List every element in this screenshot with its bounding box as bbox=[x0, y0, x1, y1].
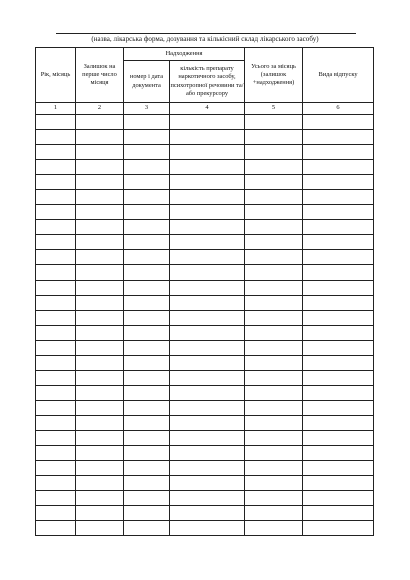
table-cell[interactable] bbox=[36, 175, 76, 190]
table-cell[interactable] bbox=[36, 250, 76, 265]
table-cell[interactable] bbox=[124, 175, 170, 190]
table-row bbox=[36, 385, 374, 400]
table-cell[interactable] bbox=[36, 521, 76, 536]
table-cell[interactable] bbox=[124, 115, 170, 130]
table-cell[interactable] bbox=[245, 461, 303, 476]
table-cell[interactable] bbox=[124, 295, 170, 310]
table-row bbox=[36, 370, 374, 385]
table-cell[interactable] bbox=[124, 160, 170, 175]
table-cell[interactable] bbox=[76, 220, 124, 235]
register-table bbox=[35, 47, 374, 536]
table-cell[interactable] bbox=[303, 220, 374, 235]
table-cell[interactable] bbox=[76, 491, 124, 506]
table-cell[interactable] bbox=[76, 370, 124, 385]
table-cell[interactable] bbox=[303, 280, 374, 295]
table-cell[interactable] bbox=[124, 461, 170, 476]
header-quantity: кількість препарату наркотичного засобу, психотропної речовини та/або прекурсору bbox=[170, 61, 245, 103]
table-cell[interactable] bbox=[124, 446, 170, 461]
table-cell[interactable] bbox=[36, 370, 76, 385]
table-cell[interactable] bbox=[170, 325, 245, 340]
table-cell[interactable] bbox=[124, 491, 170, 506]
table-cell[interactable] bbox=[245, 190, 303, 205]
table-cell[interactable] bbox=[245, 446, 303, 461]
table-cell[interactable] bbox=[36, 205, 76, 220]
table-row bbox=[36, 190, 374, 205]
table-cell[interactable] bbox=[76, 160, 124, 175]
header-month: Рік, місяць bbox=[36, 48, 76, 103]
table-cell[interactable] bbox=[76, 130, 124, 145]
table-cell[interactable] bbox=[76, 145, 124, 160]
table-cell[interactable] bbox=[245, 340, 303, 355]
table-cell[interactable] bbox=[170, 446, 245, 461]
table-cell[interactable] bbox=[76, 430, 124, 445]
table-cell[interactable] bbox=[303, 235, 374, 250]
table-cell[interactable] bbox=[245, 265, 303, 280]
table-cell[interactable] bbox=[124, 521, 170, 536]
table-cell[interactable] bbox=[170, 190, 245, 205]
table-cell[interactable] bbox=[245, 235, 303, 250]
table-cell[interactable] bbox=[245, 175, 303, 190]
table-cell[interactable] bbox=[124, 310, 170, 325]
table-row bbox=[36, 205, 374, 220]
table-cell[interactable] bbox=[124, 130, 170, 145]
table-cell[interactable] bbox=[170, 235, 245, 250]
table-cell[interactable] bbox=[303, 130, 374, 145]
table-cell[interactable] bbox=[170, 430, 245, 445]
table-cell[interactable] bbox=[303, 295, 374, 310]
table-cell[interactable] bbox=[170, 385, 245, 400]
table-row bbox=[36, 491, 374, 506]
table-cell[interactable] bbox=[170, 205, 245, 220]
table-cell[interactable] bbox=[245, 115, 303, 130]
table-cell[interactable] bbox=[36, 400, 76, 415]
table-cell[interactable] bbox=[124, 265, 170, 280]
register-body bbox=[36, 115, 374, 536]
table-row bbox=[36, 476, 374, 491]
table-cell[interactable] bbox=[245, 491, 303, 506]
table-cell[interactable] bbox=[170, 521, 245, 536]
table-cell[interactable] bbox=[124, 506, 170, 521]
table-row bbox=[36, 115, 374, 130]
table-cell[interactable] bbox=[76, 340, 124, 355]
table-cell[interactable] bbox=[36, 461, 76, 476]
header-underline bbox=[56, 33, 356, 34]
table-cell[interactable] bbox=[36, 430, 76, 445]
table-cell[interactable] bbox=[245, 370, 303, 385]
column-number: 3 bbox=[124, 103, 170, 115]
table-cell[interactable] bbox=[76, 385, 124, 400]
table-cell[interactable] bbox=[36, 415, 76, 430]
table-row bbox=[36, 415, 374, 430]
table-cell[interactable] bbox=[124, 476, 170, 491]
table-cell[interactable] bbox=[36, 446, 76, 461]
table-cell[interactable] bbox=[124, 355, 170, 370]
table-cell[interactable] bbox=[36, 235, 76, 250]
table-cell[interactable] bbox=[170, 340, 245, 355]
table-cell[interactable] bbox=[245, 220, 303, 235]
table-cell[interactable] bbox=[76, 205, 124, 220]
table-row bbox=[36, 446, 374, 461]
table-cell[interactable] bbox=[124, 190, 170, 205]
table-cell[interactable] bbox=[245, 280, 303, 295]
table-cell[interactable] bbox=[303, 430, 374, 445]
table-cell[interactable] bbox=[170, 115, 245, 130]
table-cell[interactable] bbox=[303, 190, 374, 205]
table-row bbox=[36, 235, 374, 250]
table-cell[interactable] bbox=[124, 280, 170, 295]
table-cell[interactable] bbox=[170, 355, 245, 370]
table-cell[interactable] bbox=[124, 430, 170, 445]
table-row bbox=[36, 280, 374, 295]
table-cell[interactable] bbox=[245, 400, 303, 415]
table-cell[interactable] bbox=[303, 340, 374, 355]
table-cell[interactable] bbox=[245, 205, 303, 220]
column-number: 1 bbox=[36, 103, 76, 115]
table-row bbox=[36, 265, 374, 280]
table-cell[interactable] bbox=[245, 145, 303, 160]
table-cell[interactable] bbox=[170, 295, 245, 310]
table-cell[interactable] bbox=[76, 310, 124, 325]
table-cell[interactable] bbox=[170, 280, 245, 295]
table-cell[interactable] bbox=[124, 400, 170, 415]
table-cell[interactable] bbox=[36, 145, 76, 160]
table-cell[interactable] bbox=[245, 521, 303, 536]
table-cell[interactable] bbox=[170, 220, 245, 235]
table-cell[interactable] bbox=[303, 446, 374, 461]
table-row bbox=[36, 160, 374, 175]
table-cell[interactable] bbox=[36, 506, 76, 521]
table-cell[interactable] bbox=[303, 355, 374, 370]
table-cell[interactable] bbox=[124, 325, 170, 340]
table-cell[interactable] bbox=[76, 115, 124, 130]
header-release: Вида відпуску bbox=[303, 48, 374, 103]
table-cell[interactable] bbox=[303, 491, 374, 506]
table-cell[interactable] bbox=[124, 205, 170, 220]
table-cell[interactable] bbox=[36, 476, 76, 491]
table-cell[interactable] bbox=[170, 476, 245, 491]
table-cell[interactable] bbox=[76, 265, 124, 280]
table-cell[interactable] bbox=[245, 385, 303, 400]
table-row bbox=[36, 400, 374, 415]
table-cell[interactable] bbox=[36, 160, 76, 175]
table-cell[interactable] bbox=[76, 250, 124, 265]
table-cell[interactable] bbox=[170, 310, 245, 325]
table-cell[interactable] bbox=[36, 115, 76, 130]
table-cell[interactable] bbox=[245, 415, 303, 430]
table-cell[interactable] bbox=[303, 160, 374, 175]
table-cell[interactable] bbox=[303, 115, 374, 130]
table-cell[interactable] bbox=[170, 491, 245, 506]
table-row bbox=[36, 130, 374, 145]
table-cell[interactable] bbox=[303, 325, 374, 340]
table-cell[interactable] bbox=[303, 461, 374, 476]
table-cell[interactable] bbox=[76, 521, 124, 536]
table-row bbox=[36, 355, 374, 370]
table-cell[interactable] bbox=[36, 325, 76, 340]
header-arrival-group: Надходження bbox=[124, 48, 245, 61]
table-cell[interactable] bbox=[303, 506, 374, 521]
table-cell[interactable] bbox=[124, 370, 170, 385]
table-cell[interactable] bbox=[124, 145, 170, 160]
table-cell[interactable] bbox=[36, 190, 76, 205]
table-cell[interactable] bbox=[36, 265, 76, 280]
table-cell[interactable] bbox=[245, 160, 303, 175]
table-cell[interactable] bbox=[245, 430, 303, 445]
column-number: 6 bbox=[303, 103, 374, 115]
table-cell[interactable] bbox=[245, 310, 303, 325]
table-cell[interactable] bbox=[303, 385, 374, 400]
table-cell[interactable] bbox=[76, 506, 124, 521]
table-cell[interactable] bbox=[124, 340, 170, 355]
table-cell[interactable] bbox=[245, 355, 303, 370]
table-cell[interactable] bbox=[303, 521, 374, 536]
column-number: 2 bbox=[76, 103, 124, 115]
table-cell[interactable] bbox=[170, 175, 245, 190]
table-cell[interactable] bbox=[303, 415, 374, 430]
table-row bbox=[36, 325, 374, 340]
table-row bbox=[36, 461, 374, 476]
table-cell[interactable] bbox=[124, 220, 170, 235]
table-cell[interactable] bbox=[124, 235, 170, 250]
table-row bbox=[36, 175, 374, 190]
table-cell[interactable] bbox=[170, 145, 245, 160]
table-cell[interactable] bbox=[76, 190, 124, 205]
table-cell[interactable] bbox=[36, 310, 76, 325]
table-cell[interactable] bbox=[303, 265, 374, 280]
table-cell[interactable] bbox=[303, 400, 374, 415]
table-cell[interactable] bbox=[170, 130, 245, 145]
table-cell[interactable] bbox=[76, 355, 124, 370]
table-cell[interactable] bbox=[36, 220, 76, 235]
header-remainder: Залишок на перше число місяця bbox=[76, 48, 124, 103]
table-cell[interactable] bbox=[124, 415, 170, 430]
table-cell[interactable] bbox=[170, 265, 245, 280]
table-row bbox=[36, 220, 374, 235]
table-cell[interactable] bbox=[170, 461, 245, 476]
column-number: 5 bbox=[245, 103, 303, 115]
column-number-row bbox=[36, 103, 374, 115]
table-cell[interactable] bbox=[76, 175, 124, 190]
table-cell[interactable] bbox=[36, 385, 76, 400]
table-cell[interactable] bbox=[124, 385, 170, 400]
table-cell[interactable] bbox=[303, 205, 374, 220]
table-cell[interactable] bbox=[36, 130, 76, 145]
table-cell[interactable] bbox=[124, 250, 170, 265]
table-row bbox=[36, 340, 374, 355]
table-cell[interactable] bbox=[245, 130, 303, 145]
table-cell[interactable] bbox=[170, 250, 245, 265]
table-cell[interactable] bbox=[245, 250, 303, 265]
table-row bbox=[36, 295, 374, 310]
table-cell[interactable] bbox=[76, 295, 124, 310]
table-cell[interactable] bbox=[36, 280, 76, 295]
table-cell[interactable] bbox=[76, 325, 124, 340]
table-cell[interactable] bbox=[36, 295, 76, 310]
table-cell[interactable] bbox=[303, 476, 374, 491]
header-doc-number: номер і дата документа bbox=[124, 61, 170, 103]
table-row bbox=[36, 506, 374, 521]
table-cell[interactable] bbox=[76, 446, 124, 461]
table-cell[interactable] bbox=[36, 491, 76, 506]
table-row bbox=[36, 310, 374, 325]
table-cell[interactable] bbox=[303, 175, 374, 190]
table-row bbox=[36, 430, 374, 445]
table-cell[interactable] bbox=[170, 415, 245, 430]
table-cell[interactable] bbox=[303, 145, 374, 160]
table-cell[interactable] bbox=[170, 400, 245, 415]
table-cell[interactable] bbox=[76, 476, 124, 491]
table-row bbox=[36, 521, 374, 536]
table-cell[interactable] bbox=[76, 415, 124, 430]
table-cell[interactable] bbox=[76, 280, 124, 295]
table-cell[interactable] bbox=[245, 325, 303, 340]
table-cell[interactable] bbox=[170, 506, 245, 521]
table-row bbox=[36, 250, 374, 265]
table-cell[interactable] bbox=[245, 476, 303, 491]
header-total: Усього за місяць (залишок +надходження) bbox=[245, 48, 303, 103]
header-caption: (назва, лікарська форма, дозування та кількісний склад лікарського засобу) bbox=[91, 35, 319, 43]
table-cell[interactable] bbox=[170, 370, 245, 385]
table-cell[interactable] bbox=[76, 461, 124, 476]
table-cell[interactable] bbox=[36, 355, 76, 370]
table-cell[interactable] bbox=[36, 340, 76, 355]
table-cell[interactable] bbox=[76, 400, 124, 415]
table-cell[interactable] bbox=[245, 506, 303, 521]
column-number: 4 bbox=[170, 103, 245, 115]
table-cell[interactable] bbox=[245, 295, 303, 310]
table-cell[interactable] bbox=[303, 310, 374, 325]
table-row bbox=[36, 145, 374, 160]
table-cell[interactable] bbox=[170, 160, 245, 175]
table-cell[interactable] bbox=[303, 250, 374, 265]
table-cell[interactable] bbox=[303, 370, 374, 385]
table-cell[interactable] bbox=[76, 235, 124, 250]
